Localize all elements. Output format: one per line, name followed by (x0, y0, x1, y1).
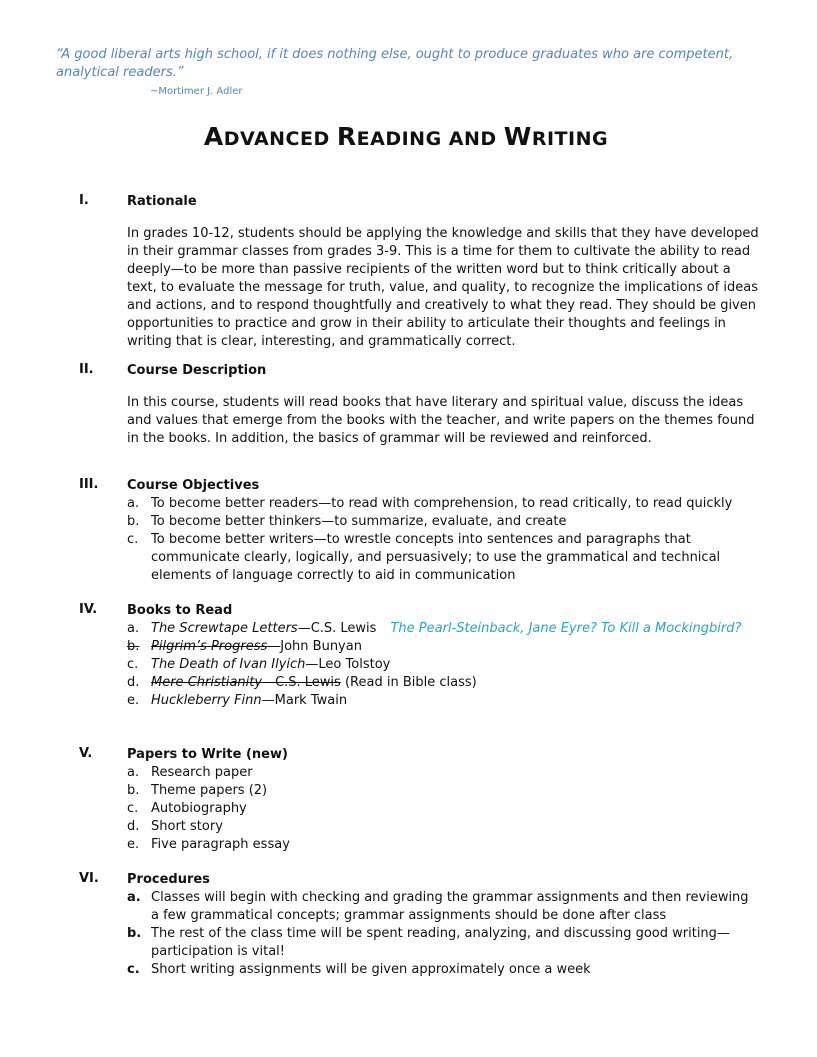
section-paragraph: In grades 10-12, students should be applying the knowledge and skills that they have developed in their grammar classes from grades 3-9. This is a time for them to cultivate the ability to read deeply—to be more than passive recipients of the written word but to think critically about a text, to evaluate the message for truth, value, and quality, to recognize the implications of ideas and actions, and to respond thoughtfully and creatively to what they read. They should be given opportunities to practice and grow in their ability to articulate their thoughts and feelings in writing that is clear, interesting, and grammatically correct. (127, 226, 759, 349)
list-item: b. Theme papers (2) (127, 783, 268, 798)
objectives-list (127, 495, 759, 585)
book-item-huckleberry-finn: e. Huckleberry Finn—Mark Twain (127, 693, 348, 708)
section-course-description (79, 362, 759, 448)
procedures-list (127, 889, 759, 979)
list-item: b. The rest of the class time will be spent reading, analyzing, and discussing good writing—participation is vital! (127, 926, 730, 959)
section-heading: Rationale (127, 194, 197, 209)
list-item: a. Classes will begin with checking and grading the grammar assignments and then reviewing a few grammatical concepts; grammar assignments should be done after class (127, 890, 749, 923)
section-rationale (79, 193, 759, 351)
section-heading: Books to Read (127, 603, 233, 618)
section-course-objectives (79, 477, 759, 585)
epigraph (56, 46, 776, 97)
section-numeral: IV. (79, 602, 98, 617)
book-item-death-of-ivan-ilyich: c. The Death of Ivan Ilyich—Leo Tolstoy (127, 657, 391, 672)
section-numeral: III. (79, 477, 99, 492)
section-numeral: VI. (79, 871, 99, 886)
section-numeral: V. (79, 746, 93, 761)
section-procedures (79, 871, 759, 979)
epigraph-attribution: ~Mortimer J. Adler (150, 86, 243, 97)
list-item: c. Autobiography (127, 801, 247, 816)
books-list (127, 620, 759, 710)
book-item-mere-christianity: d. Mere Christianity—C.S. Lewis (Read in Bible class) (127, 675, 477, 690)
section-heading: Course Objectives (127, 478, 260, 493)
section-paragraph: In this course, students will read books that have literary and spiritual value, discuss the ideas and values that emerge from the books with the teacher, and write papers on the themes found in the books. In addition, the basics of grammar will be reviewed and reinforced. (127, 395, 755, 446)
section-heading: Course Description (127, 363, 267, 378)
section-books-to-read (79, 602, 759, 710)
book-suggestions-note: The Pearl-Steinback, Jane Eyre? To Kill a Mockingbird? (390, 621, 742, 636)
list-item: d. Short story (127, 819, 223, 834)
list-item: b. To become better thinkers—to summarize, evaluate, and create (127, 514, 567, 529)
list-item: c. Short writing assignments will be given approximately once a week (127, 962, 591, 977)
section-heading: Papers to Write (new) (127, 747, 288, 762)
document-title: ADVANCED READING AND WRITING (203, 122, 609, 151)
list-item: e. Five paragraph essay (127, 837, 290, 852)
book-item-pilgrims-progress: b. Pilgrim’s Progress—John Bunyan (127, 639, 362, 654)
book-item-screwtape-letters: a. The Screwtape Letters—C.S. Lewis The Pearl-Steinback, Jane Eyre? To Kill a Mockingbird? (127, 621, 742, 636)
section-heading: Procedures (127, 872, 210, 887)
list-item: a. To become better readers—to read with comprehension, to read critically, to read quickly (127, 496, 733, 511)
list-item: a. Research paper (127, 765, 253, 780)
section-numeral: II. (79, 362, 94, 377)
section-numeral: I. (79, 193, 89, 208)
epigraph-quote: “A good liberal arts high school, if it does nothing else, ought to produce graduates who are competent, analytical readers.” (56, 47, 734, 80)
papers-list (127, 764, 759, 854)
section-papers-to-write (79, 746, 759, 854)
list-item: c. To become better writers—to wrestle concepts into sentences and paragraphs that communicate clearly, logically, and persuasively; to use the grammatical and technical elements of language correctly to aid in communication (127, 532, 721, 583)
